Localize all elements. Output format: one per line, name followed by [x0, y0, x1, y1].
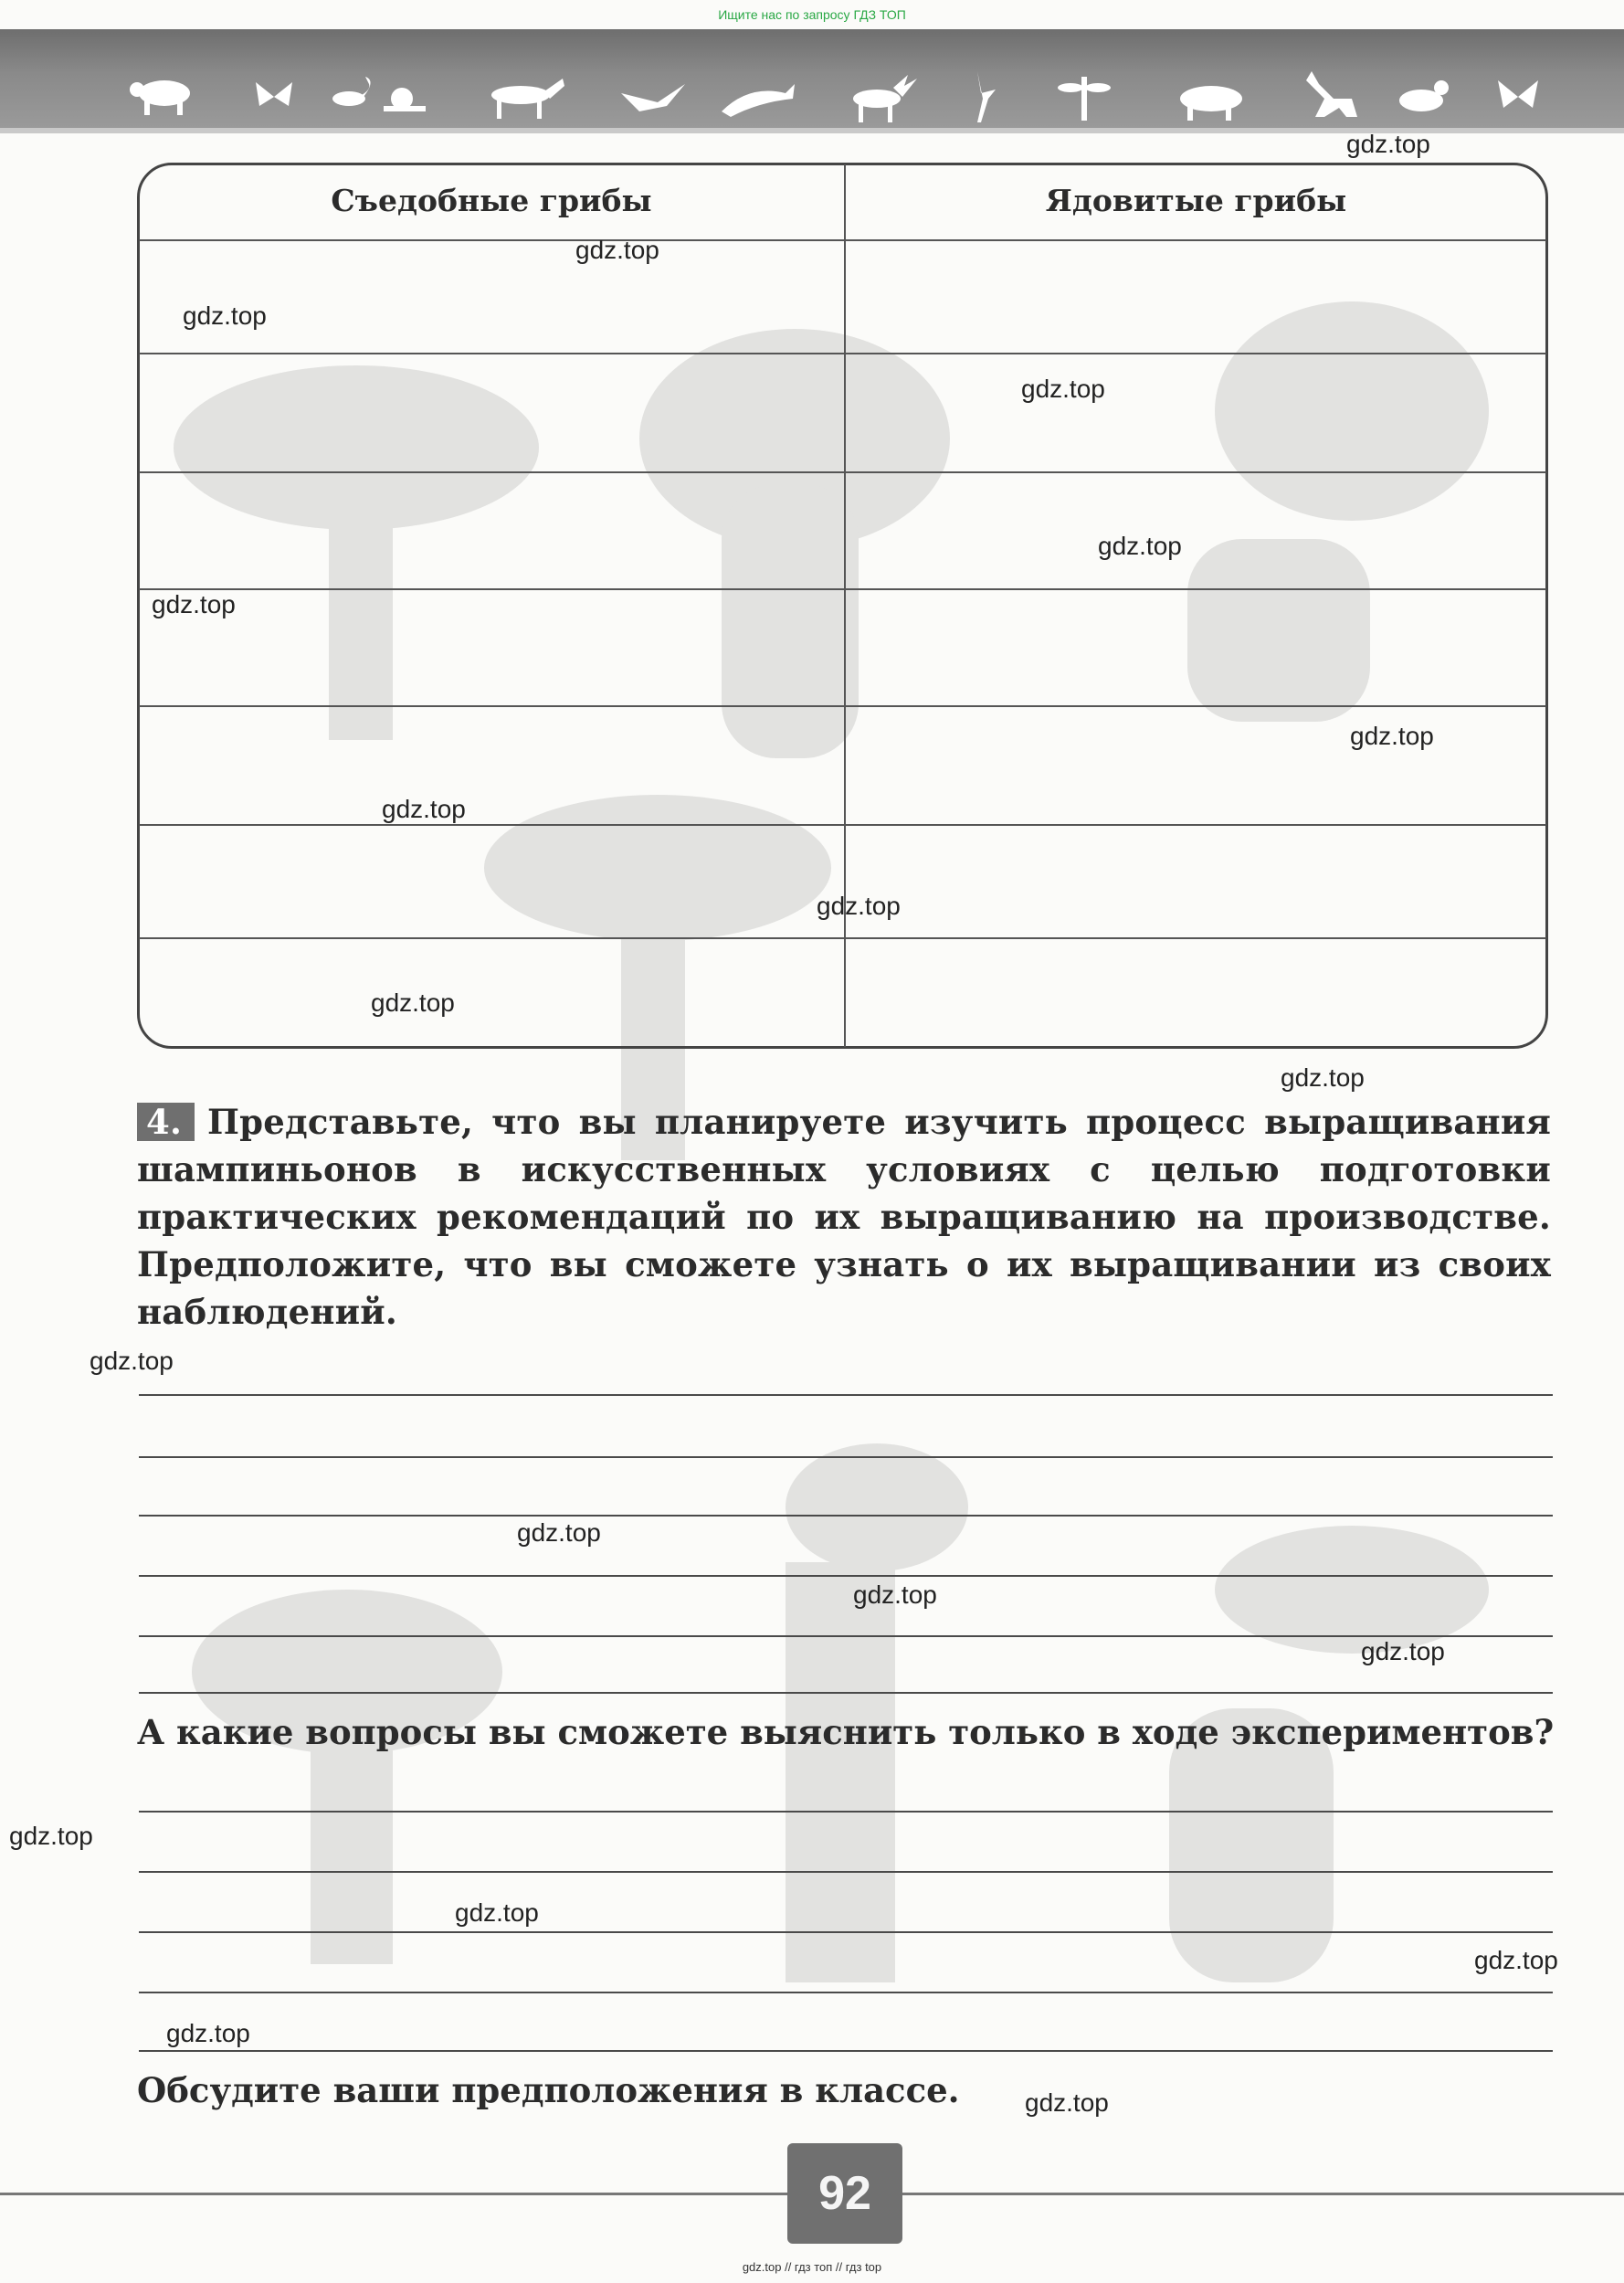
butterfly-icon: [1498, 80, 1538, 108]
task-body: Представьте, что вы планируете изучить процесс выращивания шампиньонов в искусственных условиях с целью подготовки практических рекомендаций по их выращиванию на производстве. Предположите, что вы сможете узнать о их выращивании из своих наблюдений.: [137, 1102, 1551, 1332]
table-row-line: [139, 588, 1546, 590]
task-4-text: [137, 1098, 1551, 1336]
bison-icon: [130, 80, 190, 115]
answer-line[interactable]: [139, 1515, 1553, 1517]
watermark: gdz.top: [1098, 532, 1182, 560]
column-header-edible: Съедобные грибы: [331, 183, 652, 218]
task-number: 4.: [137, 1103, 195, 1141]
answer-line[interactable]: [139, 1931, 1553, 1933]
answer-line[interactable]: [139, 1692, 1553, 1694]
moose-icon: [853, 75, 917, 122]
watermark: gdz.top: [382, 795, 466, 823]
watermark: gdz.top: [152, 590, 236, 618]
dolphin-icon: [722, 84, 795, 117]
scorpion-icon: [332, 77, 371, 106]
snail-icon: [384, 88, 426, 111]
experiment-question: А какие вопросы вы сможете выяснить только в ходе экспериментов?: [137, 1712, 1555, 1752]
dragonfly-icon: [1058, 77, 1111, 121]
answer-line[interactable]: [139, 1992, 1553, 1993]
table-row-line: [139, 824, 1546, 826]
table-row-line: [139, 239, 1546, 241]
header-band: [0, 29, 1624, 128]
column-header-poisonous: Ядовитые грибы: [1045, 183, 1347, 218]
duck-icon: [1399, 80, 1449, 111]
watermark: gdz.top: [455, 1898, 539, 1927]
table-row-line: [139, 353, 1546, 354]
heron-icon: [977, 71, 996, 122]
watermark: gdz.top: [1025, 2088, 1109, 2117]
watermark: gdz.top: [517, 1518, 601, 1547]
answer-line[interactable]: [139, 1811, 1553, 1813]
watermark: gdz.top: [853, 1580, 937, 1609]
watermark: gdz.top: [1346, 130, 1430, 158]
butterfly-icon: [256, 82, 292, 106]
animal-icons-row: [0, 29, 1624, 128]
horse-icon: [491, 79, 564, 119]
cat-icon: [1306, 71, 1357, 117]
watermark: gdz.top: [1281, 1063, 1365, 1092]
watermark: gdz.top: [183, 301, 267, 330]
answer-line[interactable]: [139, 2050, 1553, 2052]
watermark: gdz.top: [575, 236, 659, 264]
discuss-note: Обсудите ваши предположения в классе.: [137, 2070, 960, 2110]
answer-line[interactable]: [139, 1575, 1553, 1577]
answer-line[interactable]: [139, 1394, 1553, 1396]
watermark: gdz.top: [90, 1347, 174, 1375]
bottom-note: gdz.top // гдз топ // гдз top: [742, 2260, 882, 2274]
page-number: 92: [787, 2143, 902, 2244]
answer-line[interactable]: [139, 1635, 1553, 1637]
watermark: gdz.top: [371, 988, 455, 1017]
table-row-line: [139, 705, 1546, 707]
table-row-line: [139, 471, 1546, 473]
watermark: gdz.top: [166, 2019, 250, 2047]
answer-line[interactable]: [139, 1456, 1553, 1458]
watermark: gdz.top: [1474, 1946, 1558, 1974]
watermark: gdz.top: [1361, 1637, 1445, 1665]
watermark: gdz.top: [9, 1822, 93, 1850]
table-row-line: [139, 937, 1546, 939]
answer-line[interactable]: [139, 1871, 1553, 1873]
watermark: gdz.top: [1350, 722, 1434, 750]
boar-icon: [1180, 86, 1242, 121]
top-note: Ищите нас по запросу ГДЗ ТОП: [718, 7, 906, 22]
watermark: gdz.top: [817, 892, 901, 920]
bird-icon: [621, 84, 685, 111]
watermark: gdz.top: [1021, 375, 1105, 403]
